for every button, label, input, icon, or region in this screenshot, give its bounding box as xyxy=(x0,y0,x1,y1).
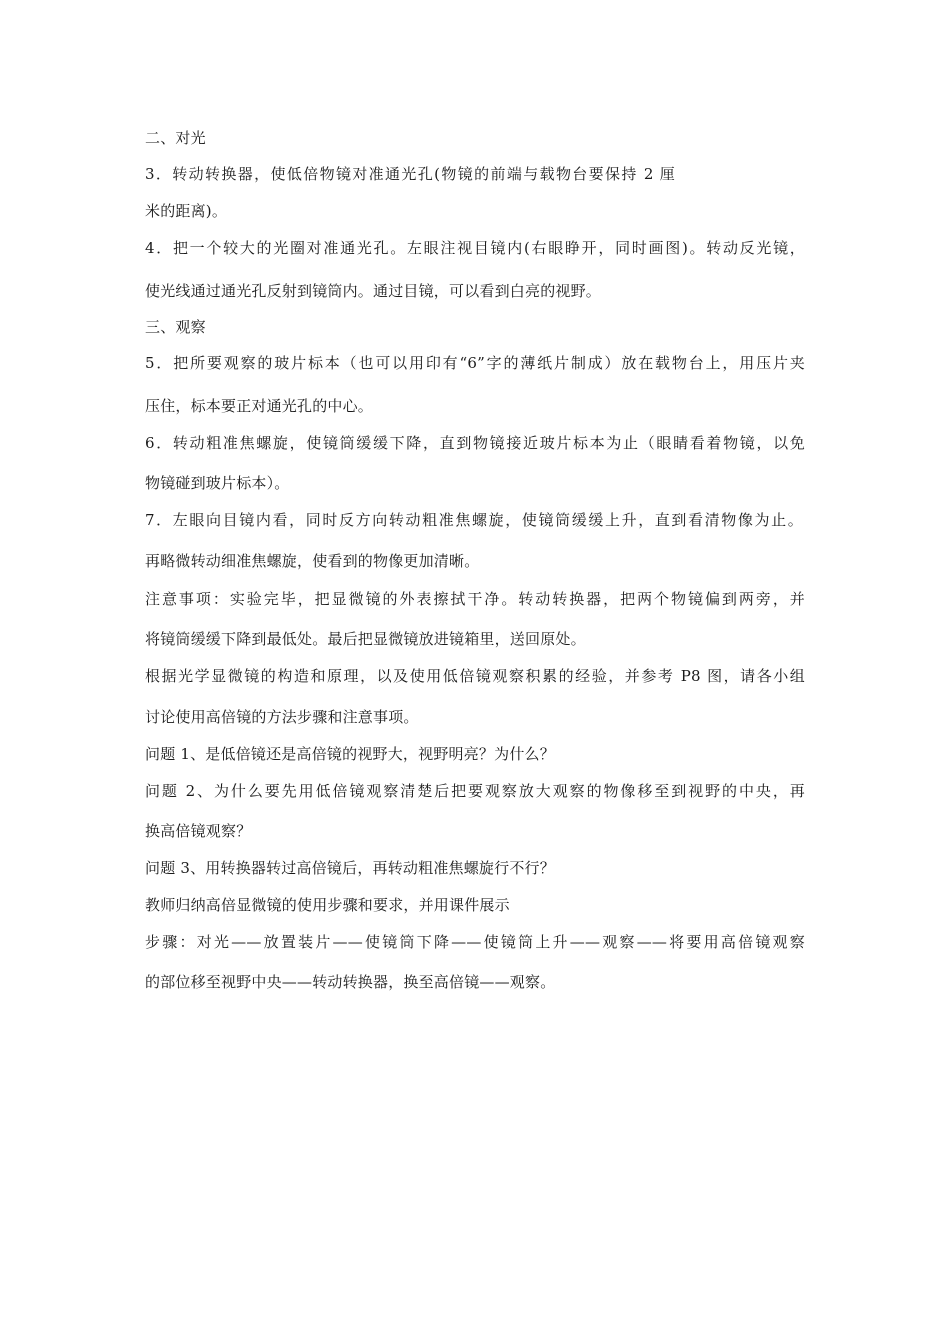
paragraph-line: 7．左眼向目镜内看，同时反方向转动粗准焦螺旋，使镜筒缓缓上升，直到看清物像为止。 xyxy=(145,511,803,529)
steps-line: 的部位移至视野中央——转动转换器，换至高倍镜——观察。 xyxy=(145,973,556,991)
paragraph-line: 6．转动粗准焦螺旋，使镜筒缓缓下降，直到物镜接近玻片标本为止（眼睛看着物镜，以免 xyxy=(145,434,805,452)
paragraph-line: 讨论使用高倍镜的方法步骤和注意事项。 xyxy=(145,708,419,726)
question-line: 问题 1、是低倍镜还是高倍镜的视野大，视野明亮？为什么？ xyxy=(145,745,555,763)
paragraph-line: 将镜筒缓缓下降到最低处。最后把显微镜放进镜箱里，送回原处。 xyxy=(145,630,586,648)
paragraph-line: 根据光学显微镜的构造和原理，以及使用低倍镜观察积累的经验，并参考 P8 图，请各小组 xyxy=(145,667,805,685)
section-heading-light: 二、对光 xyxy=(145,129,206,147)
paragraph-line: 米的距离)。 xyxy=(145,202,228,220)
paragraph-line: 使光线通过通光孔反射到镜筒内。通过目镜，可以看到白亮的视野。 xyxy=(145,282,602,300)
paragraph-line: 压住，标本要正对通光孔的中心。 xyxy=(145,397,374,415)
paragraph-line: 3．转动转换器，使低倍物镜对准通光孔(物镜的前端与载物台要保持 2 厘 xyxy=(145,165,675,183)
paragraph-line: 再略微转动细准焦螺旋，使看到的物像更加清晰。 xyxy=(145,552,480,570)
paragraph-line: 4．把一个较大的光圈对准通光孔。左眼注视目镜内(右眼睁开，同时画图)。转动反光镜， xyxy=(145,239,805,257)
question-line: 问题 2、为什么要先用低倍镜观察清楚后把要观察放大观察的物像移至到视野的中央，再 xyxy=(145,782,805,800)
paragraph-line: 物镜碰到玻片标本）。 xyxy=(145,474,290,492)
paragraph-line: 5．把所要观察的玻片标本（也可以用印有“6”字的薄纸片制成）放在载物台上，用压片夹 xyxy=(145,354,805,372)
question-line: 换高倍镜观察？ xyxy=(145,822,252,840)
section-heading-observe: 三、观察 xyxy=(145,318,206,336)
question-line: 问题 3、用转换器转过高倍镜后，再转动粗准焦螺旋行不行？ xyxy=(145,859,555,877)
paragraph-line: 注意事项：实验完毕，把显微镜的外表擦拭干净。转动转换器，把两个物镜偏到两旁，并 xyxy=(145,590,805,608)
steps-line: 步骤：对光——放置装片——使镜筒下降——使镜筒上升——观察——将要用高倍镜观察 xyxy=(145,933,805,951)
paragraph-line: 教师归纳高倍显微镜的使用步骤和要求，并用课件展示 xyxy=(145,896,510,914)
